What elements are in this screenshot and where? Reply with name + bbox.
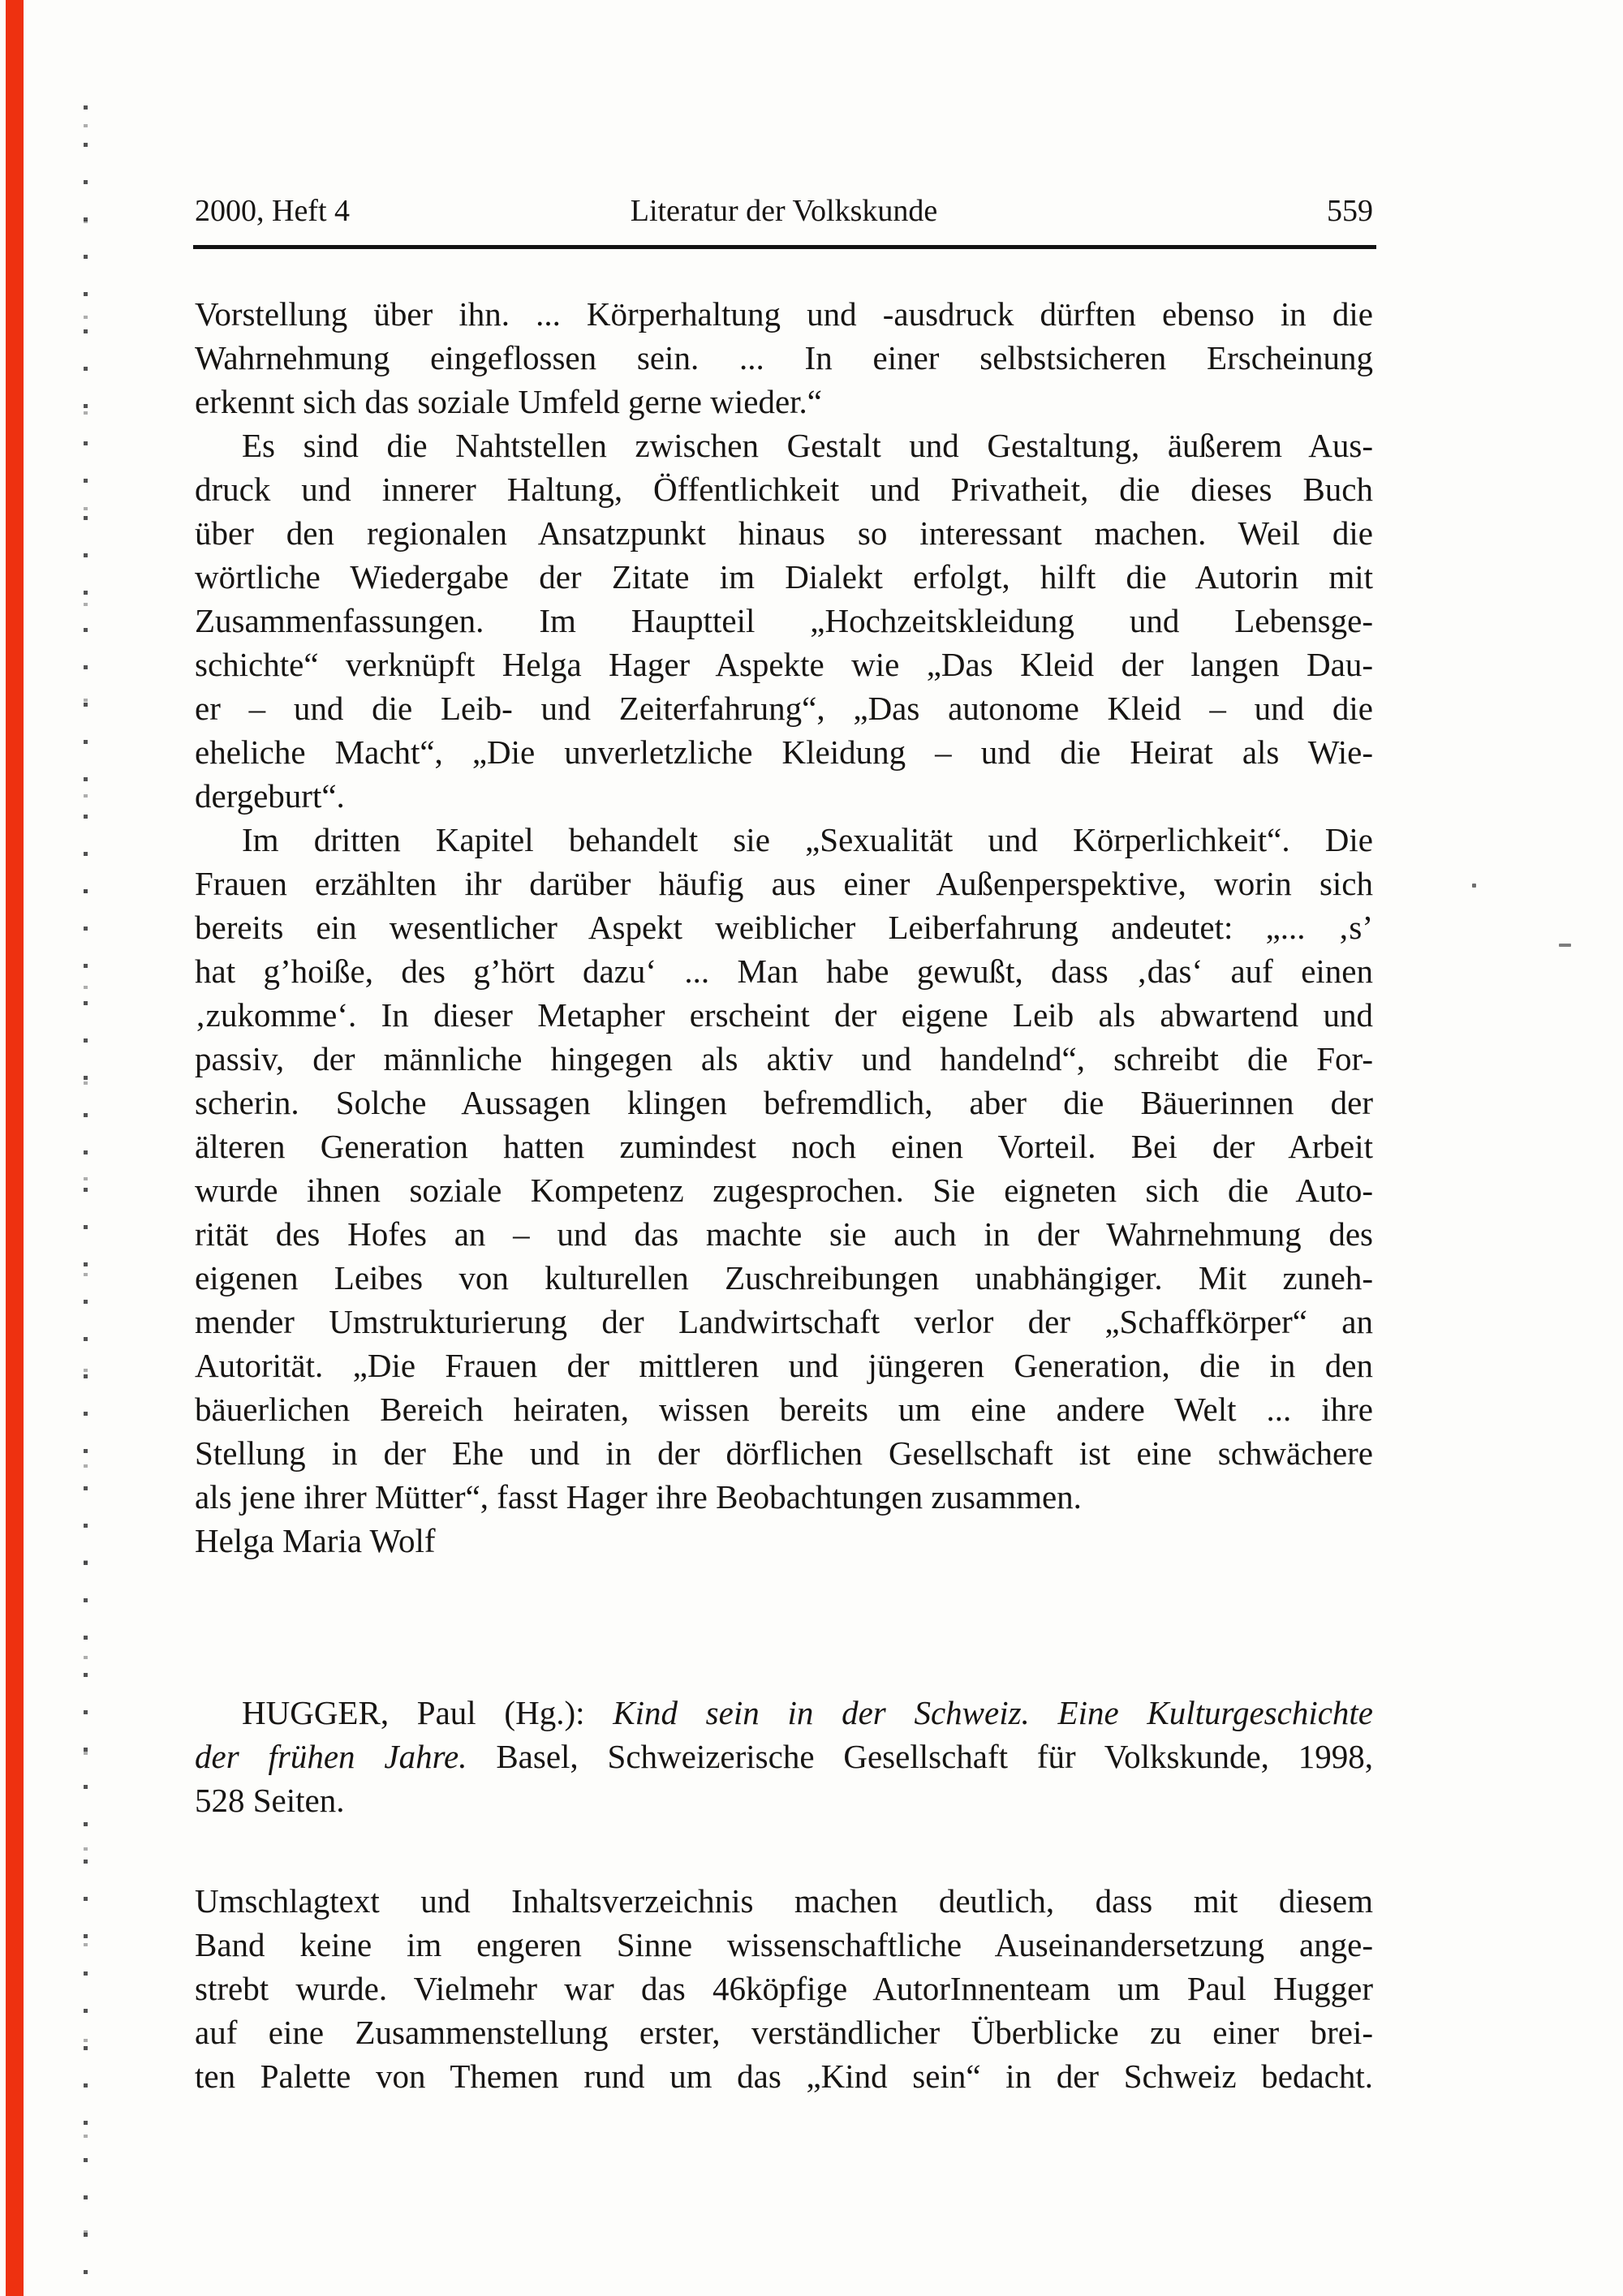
text-line: Im dritten Kapitel behandelt sie „Sexualität und Körperlichkeit“. Die [242, 821, 1373, 858]
text-line: hat g’hoiße, des g’hört dazu‘ ... Man habe gewußt, dass ‚das‘ auf einen [195, 952, 1373, 990]
text-line: Stellung in der Ehe und in der dörflichen Gesellschaft ist eine schwächere [195, 1434, 1373, 1472]
text-line: erkennt sich das soziale Umfeld gerne wieder.“ [195, 383, 822, 420]
text-line: schichte“ verknüpft Helga Hager Aspekte wie „Das Kleid der langen Dau- [195, 646, 1373, 683]
text-line: Autorität. „Die Frauen der mittleren und jüngeren Generation, die in den [195, 1347, 1373, 1384]
text-line: Vorstellung über ihn. ... Körperhaltung und -ausdruck dürften ebenso in die [195, 295, 1373, 333]
text-line: über den regionalen Ansatzpunkt hinaus so interessant machen. Weil die [195, 514, 1373, 552]
text-line: Frauen erzählten ihr darüber häufig aus einer Außenperspektive, worin sich [195, 865, 1373, 902]
text-line: rität des Hofes an – und das machte sie auch in der Wahrnehmung des [195, 1215, 1373, 1253]
text-line: strebt wurde. Vielmehr war das 46köpfige AutorInnenteam um Paul Hugger [195, 1970, 1373, 2007]
header-section-title: Literatur der Volkskunde [630, 194, 938, 228]
text-line: wurde ihnen soziale Kompetenz zugesprochen. Sie eigneten sich die Auto- [195, 1172, 1373, 1209]
header-rule [193, 245, 1376, 249]
paragraph-umschlagtext [195, 1879, 1373, 2098]
text-line: Zusammenfassungen. Im Hauptteil „Hochzeitskleidung und Lebensge- [195, 602, 1373, 639]
text-line: HUGGER, Paul (Hg.): Kind sein in der Schweiz. Eine Kulturgeschichte [242, 1694, 1373, 1731]
text-line: Es sind die Nahtstellen zwischen Gestalt und Gestaltung, äußerem Aus- [242, 427, 1373, 464]
text-line: er – und die Leib- und Zeiterfahrung“, „Das autonome Kleid – und die [195, 690, 1373, 727]
text-line: Wahrnehmung eingeflossen sein. ... In einer selbstsicheren Erscheinung [195, 339, 1373, 376]
paragraph-nahtstellen [195, 424, 1373, 818]
text-line: eigenen Leibes von kulturellen Zuschreibungen unabhängiger. Mit zuneh- [195, 1259, 1373, 1296]
text-line: wörtliche Wiedergabe der Zitate im Dialekt erfolgt, hilft die Autorin mit [195, 558, 1373, 595]
text-line: bereits ein wesentlicher Aspekt weiblicher Leiberfahrung andeutet: „... ‚s’ [195, 909, 1373, 946]
text-line: mender Umstrukturierung der Landwirtschaft verlor der „Schaffkörper“ an [195, 1303, 1373, 1340]
text-line: eheliche Macht“, „Die unverletzliche Kleidung – und die Heirat als Wie- [195, 733, 1373, 771]
text-line: Umschlagtext und Inhaltsverzeichnis machen deutlich, dass mit diesem [195, 1882, 1373, 1920]
scan-speck [1559, 944, 1571, 947]
text-line: auf eine Zusammenstellung erster, verständlicher Überblicke zu einer brei- [195, 2014, 1373, 2051]
text-line: dergeburt“. [195, 777, 345, 815]
reviewer-signature: Helga Maria Wolf [195, 1522, 436, 1559]
text-line: Band keine im engeren Sinne wissenschaftliche Auseinandersetzung ange- [195, 1926, 1373, 1963]
book-entry-heading [195, 1691, 1373, 1822]
paragraph-continuation [195, 292, 1373, 424]
text-line: bäuerlichen Bereich heiraten, wissen bereits um eine andere Welt ... ihre [195, 1391, 1373, 1428]
binding-perforation-dots [84, 105, 88, 2296]
text-line: passiv, der männliche hingegen als aktiv und handelnd“, schreibt die For- [195, 1040, 1373, 1077]
text-line: der frühen Jahre. Basel, Schweizerische Gesellschaft für Volkskunde, 1998, [195, 1738, 1373, 1775]
text-column [195, 292, 1373, 2098]
text-line: 528 Seiten. [195, 1782, 345, 1819]
header-page-number: 559 [1327, 194, 1373, 228]
scan-edge-red-stripe [6, 0, 24, 2296]
text-line: ‚zukomme‘. In dieser Metapher erscheint der eigene Leib als abwartend und [195, 996, 1373, 1034]
text-line: druck und innerer Haltung, Öffentlichkeit und Privatheit, die dieses Buch [195, 471, 1373, 508]
text-line: als jene ihrer Mütter“, fasst Hager ihre Beobachtungen zusammen. [195, 1478, 1082, 1516]
scan-speck [1472, 884, 1476, 888]
paragraph-drittes-kapitel [195, 818, 1373, 1519]
text-line: älteren Generation hatten zumindest noch einen Vorteil. Bei der Arbeit [195, 1128, 1373, 1165]
header-issue-label: 2000, Heft 4 [195, 194, 351, 228]
text-line: scherin. Solche Aussagen klingen befremdlich, aber die Bäuerinnen der [195, 1084, 1373, 1121]
text-line: ten Palette von Themen rund um das „Kind sein“ in der Schweiz bedacht. [195, 2057, 1373, 2095]
page-header [195, 193, 1373, 229]
